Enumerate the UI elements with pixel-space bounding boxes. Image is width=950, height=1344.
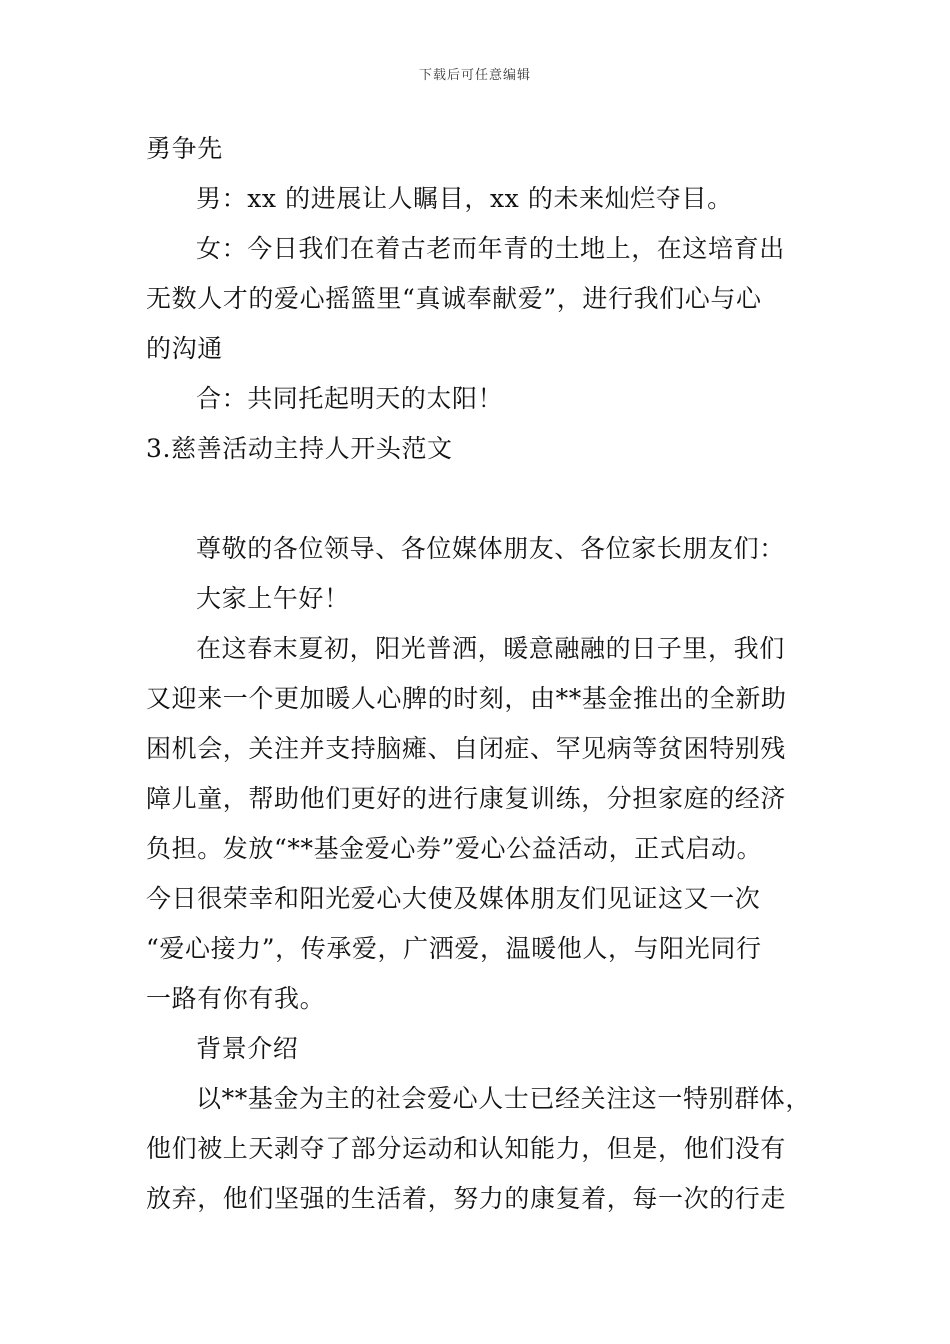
text-line: 女：今日我们在着古老而年青的土地上，在这培育出 (196, 234, 785, 263)
text-line: 放弃，他们坚强的生活着，努力的康复着，每一次的行走 (146, 1184, 787, 1213)
text-line: 负担。发放“**基金爱心券”爱心公益活动，正式启动。 (146, 834, 763, 863)
text-line: 大家上午好！ (196, 584, 350, 613)
text-line: 在这春末夏初，阳光普洒，暖意融融的日子里，我们 (196, 634, 785, 663)
text-line: 以**基金为主的社会爱心人士已经关注这一特别群体， (196, 1084, 812, 1113)
text-line: 障儿童，帮助他们更好的进行康复训练，分担家庭的经济 (146, 784, 787, 813)
text-line: 今日很荣幸和阳光爱心大使及媒体朋友们见证这又一次 (146, 884, 761, 913)
text-line: 又迎来一个更加暖人心脾的时刻，由**基金推出的全新助 (146, 684, 787, 713)
text-line: 困机会，关注并支持脑瘫、自闭症、罕见病等贫困特别残 (146, 734, 787, 763)
text-line: 男：xx 的进展让人瞩目，xx 的未来灿烂夺目。 (196, 184, 733, 213)
text-line: 一路有你有我。 (146, 984, 326, 1013)
text-line: “爱心接力”，传承爱，广洒爱，温暖他人，与阳光同行 (146, 934, 762, 963)
text-line: 合：共同托起明天的太阳！ (196, 384, 504, 413)
page-header: 下载后可任意编辑 (418, 68, 531, 83)
text-line: 的沟通 (146, 334, 223, 363)
text-line: 无数人才的爱心摇篮里“真诚奉献爱”，进行我们心与心 (146, 284, 762, 313)
text-line: 尊敬的各位领导、各位媒体朋友、各位家长朋友们： (196, 534, 785, 563)
text-line: 勇争先 (146, 134, 223, 163)
subheading: 背景介绍 (196, 1034, 299, 1063)
text-line: 他们被上天剥夺了部分运动和认知能力，但是，他们没有 (146, 1134, 787, 1163)
section-heading: 3.慈善活动主持人开头范文 (146, 434, 453, 463)
